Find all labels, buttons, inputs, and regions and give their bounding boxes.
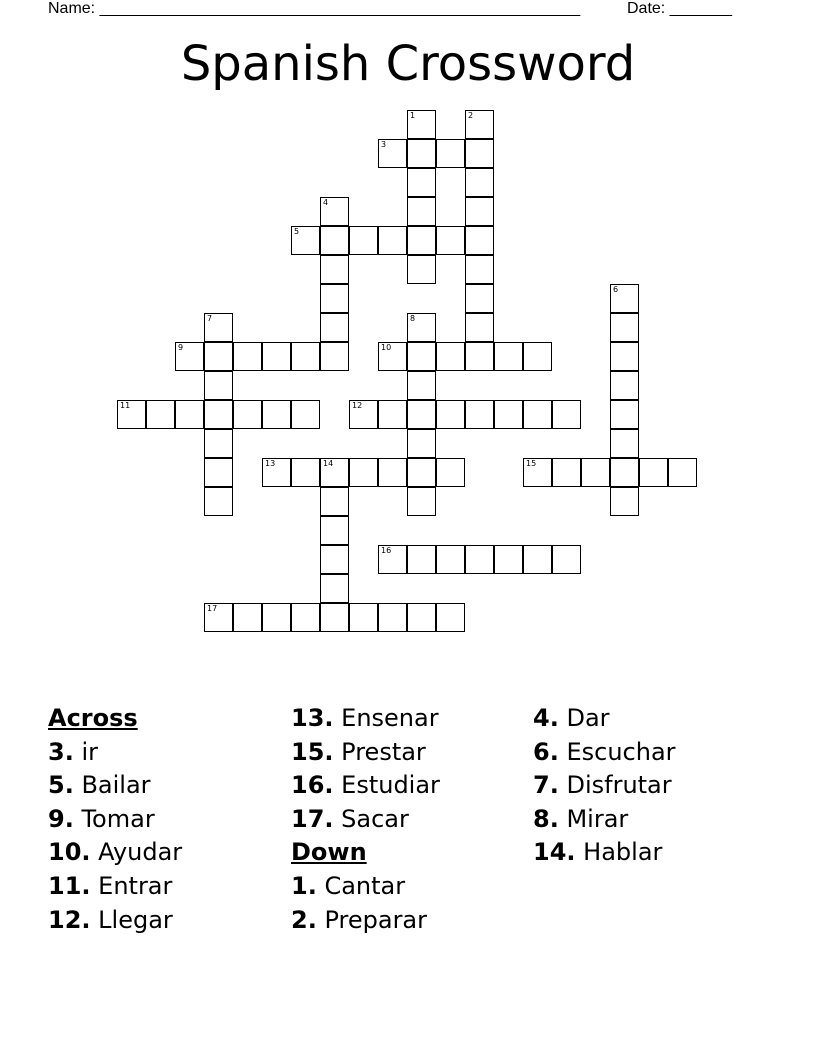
crossword-cell (291, 342, 320, 371)
crossword-cell (320, 342, 349, 371)
crossword-cell (233, 400, 262, 429)
across-clue: 5. Bailar (48, 771, 151, 800)
down-clue: 8. Mirar (533, 804, 629, 833)
crossword-cell (204, 400, 233, 429)
across-clue: 11. Entrar (48, 871, 173, 900)
crossword-cell (378, 545, 407, 574)
crossword-cell (407, 487, 436, 516)
date-field-label: Date: _______ (627, 0, 732, 17)
crossword-cell (262, 603, 291, 632)
down-clue: 4. Dar (533, 704, 610, 732)
crossword-cell (291, 226, 320, 255)
crossword-cell (436, 603, 465, 632)
clue-number: 8 (410, 314, 416, 323)
page-title: Spanish Crossword (180, 36, 636, 92)
crossword-cell (436, 139, 465, 168)
crossword-cell (436, 226, 465, 255)
crossword-cell (610, 487, 639, 516)
crossword-cell (407, 603, 436, 632)
crossword-cell (204, 487, 233, 516)
across-clue: 3. ir (48, 737, 99, 766)
across-clue: 17. Sacar (291, 804, 409, 833)
crossword-cell (523, 545, 552, 574)
crossword-cell (407, 342, 436, 371)
across-clue: 9. Tomar (48, 804, 155, 833)
name-field-label: Name: ______________________________________________________ (48, 0, 581, 17)
clue-column-3 (533, 702, 676, 870)
crossword-cell (465, 313, 494, 342)
crossword-cell (204, 371, 233, 400)
crossword-cell (465, 197, 494, 226)
across-clue: 16. Estudiar (291, 771, 440, 800)
crossword-cell (146, 400, 175, 429)
clue-number: 11 (120, 401, 131, 410)
crossword-cell (378, 400, 407, 429)
crossword-cell (436, 400, 465, 429)
crossword-cell (465, 139, 494, 168)
crossword-cell (204, 342, 233, 371)
crossword-cell (523, 342, 552, 371)
clue-number: 4 (323, 198, 329, 207)
clue-number: 14 (323, 459, 334, 468)
clue-number: 12 (352, 401, 363, 410)
clue-number: 5 (294, 227, 300, 236)
crossword-cell (320, 458, 349, 487)
clue-number: 6 (613, 285, 619, 294)
crossword-cell (407, 139, 436, 168)
crossword-cell (407, 400, 436, 429)
crossword-cell (291, 603, 320, 632)
crossword-cell (407, 458, 436, 487)
clue-number: 3 (381, 140, 387, 149)
crossword-cell (465, 110, 494, 139)
crossword-cell (262, 342, 291, 371)
down-clue: 14. Hablar (533, 838, 663, 867)
clue-number: 2 (468, 111, 474, 120)
crossword-cell (204, 429, 233, 458)
across-heading: Across (48, 704, 138, 732)
crossword-cell (581, 458, 610, 487)
crossword-cell (465, 226, 494, 255)
crossword-cell (552, 400, 581, 429)
crossword-cell (262, 400, 291, 429)
crossword-cell (494, 545, 523, 574)
crossword-cell (349, 400, 378, 429)
crossword-cell (378, 226, 407, 255)
clue-number: 15 (526, 459, 537, 468)
crossword-cell (175, 342, 204, 371)
clue-number: 13 (265, 459, 276, 468)
down-heading: Down (291, 838, 367, 867)
clue-number: 1 (410, 111, 416, 120)
crossword-cell (233, 603, 262, 632)
crossword-cell (436, 342, 465, 371)
crossword-cell (407, 371, 436, 400)
clue-column-1 (48, 702, 182, 937)
crossword-cell (204, 458, 233, 487)
crossword-cell (407, 255, 436, 284)
crossword-cell (610, 313, 639, 342)
crossword-cell (407, 110, 436, 139)
crossword-cell (378, 342, 407, 371)
crossword-cell (349, 603, 378, 632)
clue-number: 9 (178, 343, 184, 352)
crossword-cell (407, 313, 436, 342)
crossword-cell (610, 400, 639, 429)
crossword-cell (291, 458, 320, 487)
crossword-cell (610, 429, 639, 458)
clue-number: 17 (207, 604, 218, 613)
crossword-cell (320, 516, 349, 545)
clue-column-2 (291, 702, 440, 937)
crossword-cell (349, 458, 378, 487)
across-clue: 13. Ensenar (291, 704, 439, 732)
clue-number: 10 (381, 343, 392, 352)
crossword-cell (436, 458, 465, 487)
crossword-cell (378, 458, 407, 487)
crossword-cell (320, 313, 349, 342)
crossword-cell (349, 226, 378, 255)
clue-number: 16 (381, 546, 392, 555)
down-clue: 1. Cantar (291, 871, 406, 900)
crossword-cell (465, 545, 494, 574)
crossword-cell (204, 313, 233, 342)
across-clue: 10. Ayudar (48, 838, 183, 867)
crossword-cell (407, 226, 436, 255)
across-clue: 15. Prestar (291, 737, 426, 766)
crossword-cell (320, 255, 349, 284)
crossword-cell (378, 139, 407, 168)
crossword-cell (465, 342, 494, 371)
crossword-cell (465, 255, 494, 284)
down-clue: 2. Preparar (291, 905, 428, 934)
crossword-cell (610, 371, 639, 400)
down-clue: 7. Disfrutar (533, 771, 672, 800)
crossword-cell (610, 458, 639, 487)
crossword-cell (117, 400, 146, 429)
crossword-cell (233, 342, 262, 371)
crossword-cell (407, 429, 436, 458)
crossword-cell (320, 284, 349, 313)
crossword-cell (668, 458, 697, 487)
crossword-cell (407, 545, 436, 574)
across-clue: 12. Llegar (48, 905, 173, 934)
crossword-cell (639, 458, 668, 487)
crossword-cell (320, 197, 349, 226)
crossword-cell (291, 400, 320, 429)
crossword-cell (175, 400, 204, 429)
crossword-cell (610, 284, 639, 313)
crossword-cell (552, 458, 581, 487)
crossword-cell (378, 603, 407, 632)
crossword-cell (523, 400, 552, 429)
crossword-cell (465, 284, 494, 313)
crossword-cell (552, 545, 581, 574)
crossword-cell (465, 168, 494, 197)
crossword-cell (204, 603, 233, 632)
crossword-cell (320, 574, 349, 603)
crossword-cell (465, 400, 494, 429)
crossword-cell (407, 168, 436, 197)
crossword-cell (320, 226, 349, 255)
crossword-cell (494, 400, 523, 429)
crossword-cell (262, 458, 291, 487)
crossword-cell (523, 458, 552, 487)
crossword-cell (320, 603, 349, 632)
crossword-cell (436, 545, 465, 574)
clue-number: 7 (207, 314, 213, 323)
crossword-cell (494, 342, 523, 371)
crossword-cell (610, 342, 639, 371)
crossword-cell (320, 545, 349, 574)
crossword-cell (407, 197, 436, 226)
crossword-cell (320, 487, 349, 516)
down-clue: 6. Escuchar (533, 737, 676, 766)
